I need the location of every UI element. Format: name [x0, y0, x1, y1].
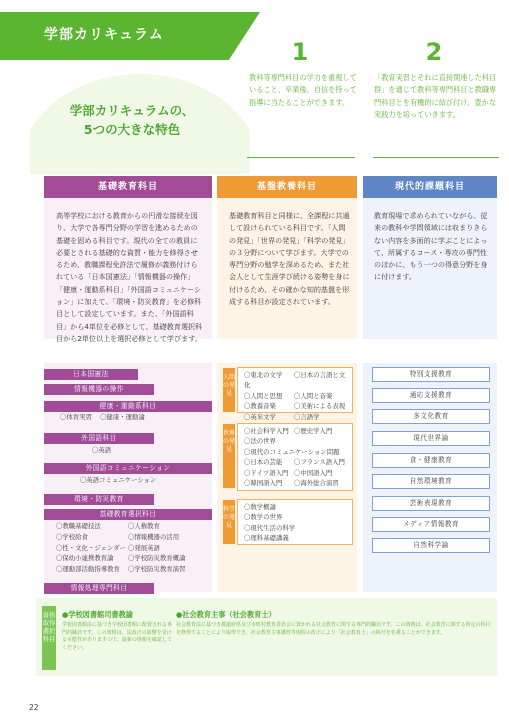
- theme-item: 現代世界論: [372, 431, 490, 446]
- theme-item: 特別支援教育: [372, 367, 490, 382]
- theme-item: 食・健康教育: [372, 453, 490, 468]
- theme-item: 自然科学論: [372, 538, 490, 553]
- option-row: 〇東北の文学 〇日本の言語と文化: [244, 371, 346, 390]
- option-row: 〇理科基礎講義: [244, 534, 289, 543]
- column-1-header: 基礎教育科目: [44, 176, 212, 198]
- group-tag-sekai: 世界の発見: [223, 424, 235, 488]
- option-row: 〇現代のコミュニケーション問題: [244, 447, 340, 456]
- feature-number-1: 1: [291, 38, 309, 66]
- option-row: 〇保幼小連携教育論 〇学校防災教育概論: [56, 554, 186, 563]
- theme-item: 自然環境教育: [372, 474, 490, 489]
- option-row: 〇教養音楽 〇美術による表現: [244, 402, 346, 411]
- group-ningen: [237, 367, 353, 421]
- option-row: 〇数学概論: [244, 503, 276, 511]
- course-joho-kiso: 情報処理専門科目: [44, 583, 154, 594]
- course-joho: 情報機器の操作: [44, 384, 154, 395]
- option-row: 〇教職基礎技法 〇人権教育: [56, 522, 160, 530]
- option-row: 〇運動部活動指導教育 〇学校防災教育演習: [56, 565, 186, 574]
- theme-item: メディア情報教育: [372, 517, 490, 532]
- course-eigo: 〇英語: [92, 446, 112, 454]
- column-2-text: 基礎教育科目と同様に、全課程に共通して設けられている科目です。「人間の発見」「世界の発見」「科学の発見」の３分野について学びます。大学での専門分野の勉学を深めるため、また社会人として生涯学び続ける姿勢を身に付けるため、その確かな知的基盤を形成する科目が設定されています。: [229, 211, 350, 307]
- course-comm: 外国語コミュニケーション: [44, 463, 212, 474]
- divider: [247, 157, 355, 158]
- course-kenko-options: [60, 412, 210, 423]
- qualification-left-heading: ●学校図書館司書教諭: [62, 610, 133, 619]
- option-row: 〇性・文化・ジェンダー 〇発展英語: [56, 543, 160, 552]
- catch-line-2: 5つの大きな特色: [83, 122, 181, 137]
- option-row: 〇社会科学入門 〇歴史学入門: [244, 427, 333, 435]
- option-row: 〇韓国語入門 〇海外総合演習: [244, 479, 339, 488]
- page-title: 学部カリキュラム: [44, 27, 164, 43]
- course-kankyo: 環境・防災教育: [44, 494, 154, 505]
- divider: [373, 157, 499, 158]
- option-row: 〇英米文学 〇言語学: [244, 412, 320, 421]
- option-row: 〇法の世界: [244, 437, 276, 446]
- theme-item: 芸術表現教育: [372, 496, 490, 511]
- feature-text-1: 教科等専門科目の学力を重視していること、卒業後、自信を持って指導に当たることができます。: [249, 73, 357, 107]
- feature-number-2: 2: [425, 38, 443, 66]
- option-row: 〇ドイツ語入門 〇中国語入門: [244, 468, 333, 477]
- course-comm-option: 〇英語コミュニケーション: [80, 476, 157, 484]
- course-sentaku: 基礎教育選択科目: [44, 509, 212, 520]
- option-row: 〇現代生活の科学: [244, 523, 296, 532]
- option: 〇体育実習: [60, 413, 92, 421]
- page-number: 22: [29, 703, 39, 712]
- course-gaikokugo: 外国語科目: [44, 433, 154, 444]
- option-row: 〇学校給食 〇情報機器の活用: [56, 532, 180, 541]
- option-row: 〇日本の芸能 〇フランス語入門: [244, 458, 345, 467]
- qualification-right-heading: ●社会教育主事（社会教育士）: [176, 610, 276, 619]
- group-sekai: [237, 423, 353, 491]
- qualification-left-text: 学校図書館法に基づき学校図書館に配置される専門的職員です。この資格は、法改正の影響を受ける可能性がありますので、最新の情報を確認してください。: [62, 622, 173, 651]
- group-tag-kagaku: 科学の発見: [223, 500, 235, 544]
- option-row: 〇数学の世界: [244, 513, 283, 522]
- course-sentaku-options: [56, 521, 210, 575]
- course-kenpo: 日本国憲法: [44, 369, 138, 380]
- course-kenko: 健康・運動系科目: [44, 401, 212, 412]
- option-row: 〇人間と思想 〇人間と音楽: [244, 391, 333, 400]
- catch-line-1: 学部カリキュラムの、: [69, 103, 195, 118]
- theme-item: 多文化教育: [372, 409, 490, 424]
- option: 〇健康・運動論: [100, 413, 145, 421]
- column-1-text: 高等学校における教育からの円滑な接続を図り、大学で各専門分野の学習を進めるための基礎を固める科目です。現代の全ての教員に必要とされる基礎的な資質・能力を修得させるため、教職課程免許法で履修が義務付けられている「日本国憲法」「情報機器の操作」「健康・運動系科目」「外国語コミュニケーション」に加えて、「環境・防災教育」を必修科目として設定しています。また、「外国語科目」から4単位を必修として、基礎教育選択科目から2単位以上を選択必修として学びます。: [56, 211, 203, 343]
- column-2-header: 基盤教養科目: [217, 176, 357, 198]
- qualification-tag: 資格取得選択科目: [42, 606, 56, 670]
- qualification-right-text: 社会教育法に基づき都道府県及び市町村教育委員会に置かれる社会教育に関する専門的職員です。この資格は、社会教育に関する所定の科目を修得することにより取得でき、社会教育主事講習等規程の改正により「社会教育士」の称号を名乗ることができます。: [176, 622, 491, 636]
- column-3-header: 現代的課題科目: [363, 176, 497, 198]
- group-tag-ningen: 人間の発見: [223, 368, 235, 412]
- theme-item: 通応支援教育: [372, 388, 490, 403]
- group-kagaku: [237, 499, 353, 545]
- catch-copy: [62, 101, 202, 139]
- column-3-text: 教育現場で求められていながら、従来の教科や学問領域には収まりきらない内容を多面的に学ぶことによって、所属するコース・専攻の専門性のほかに、もう一つの得意分野を身に付けます。: [374, 211, 488, 282]
- feature-text-2: 「教育実習とそれに直接関連した科目群」を通じて教科等専門科目と教職専門科目とを有機的に結び付け、豊かな実践力を培っていきます。: [374, 73, 497, 119]
